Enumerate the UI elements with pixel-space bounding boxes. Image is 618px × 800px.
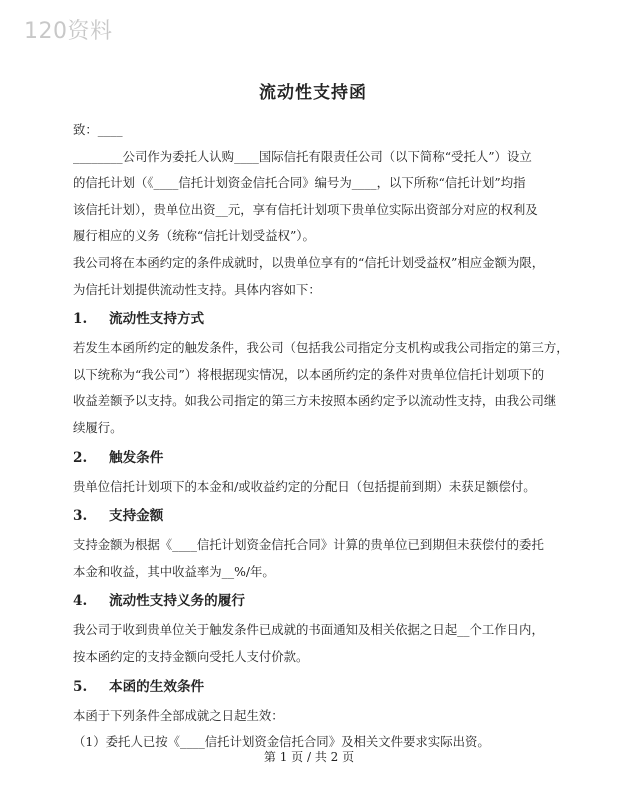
section-line: 续履行。	[73, 419, 123, 435]
intro-line: 的信托计划（《____信托计划资金信托合同》编号为____，以下所称“信托计划”均指	[73, 175, 526, 191]
section-title: 流动性支持义务的履行	[109, 593, 245, 610]
salutation: 致：____	[73, 122, 123, 137]
document-title: 流动性支持函	[259, 83, 367, 103]
page-number-footer: 第 1 页 / 共 2 页	[263, 750, 355, 764]
section-line: 按本函约定的支持金额向受托人支付价款。	[73, 648, 309, 664]
intro-paragraph	[73, 144, 553, 304]
intro-line: 为信托计划提供流动性支持。具体内容如下：	[73, 281, 321, 297]
section-number: 5.	[73, 678, 88, 695]
intro-line: 履行相应的义务（统称“信托计划受益权”）。	[73, 228, 315, 244]
intro-line: 该信托计划），贵单位出资__元，享有信托计划项下贵单位实际出资部分对应的权利及	[73, 201, 538, 217]
section-heading	[73, 587, 553, 615]
section-line: 若发生本函所约定的触发条件，我公司（包括我公司指定分支机构或我公司指定的第三方，	[73, 340, 569, 356]
section-heading	[73, 502, 553, 530]
section-5	[73, 673, 553, 756]
section-1	[73, 305, 569, 441]
section-title: 本函的生效条件	[109, 678, 205, 695]
section-line: （1）委托人已按《____信托计划资金信托合同》及相关文件要求实际出资。	[73, 734, 490, 750]
watermark-logo: 120资料	[24, 19, 113, 44]
section-title: 流动性支持方式	[109, 311, 205, 328]
section-title: 支持金额	[109, 508, 164, 525]
section-line: 支持金额为根据《____信托计划资金信托合同》计算的贵单位已到期但未获偿付的委托	[73, 537, 544, 553]
section-heading	[73, 305, 553, 333]
section-number: 3.	[73, 508, 88, 525]
section-line: 我公司于收到贵单位关于触发条件已成就的书面通知及相关依据之日起__个工作日内，	[73, 622, 544, 638]
section-number: 1.	[73, 311, 88, 328]
section-line: 收益差额予以支持。如我公司指定的第三方未按照本函约定予以流动性支持，由我公司继	[73, 393, 557, 409]
section-heading	[73, 444, 553, 472]
section-line: 以下统称为“我公司”）将根据现实情况，以本函所约定的条件对贵单位信托计划项下的	[73, 366, 545, 382]
section-4	[73, 587, 553, 670]
section-3	[73, 502, 553, 585]
section-line: 本函于下列条件全部成就之日起生效：	[73, 707, 284, 723]
section-line: 贵单位信托计划项下的本金和/或收益约定的分配日（包括提前到期）未获足额偿付。	[73, 478, 536, 494]
section-number: 2.	[73, 449, 88, 466]
intro-line: ________公司作为委托人认购____国际信托有限责任公司（以下简称“受托人”）设立	[73, 148, 532, 164]
section-heading	[73, 673, 553, 701]
intro-line: 我公司将在本函约定的条件成就时，以贵单位享有的“信托计划受益权”相应金额为限，	[73, 254, 545, 270]
section-line: 本金和收益，其中收益率为__%/年。	[73, 563, 275, 579]
section-2	[73, 444, 553, 501]
section-title: 触发条件	[109, 449, 164, 466]
section-number: 4.	[73, 593, 88, 610]
document-page	[73, 70, 569, 756]
